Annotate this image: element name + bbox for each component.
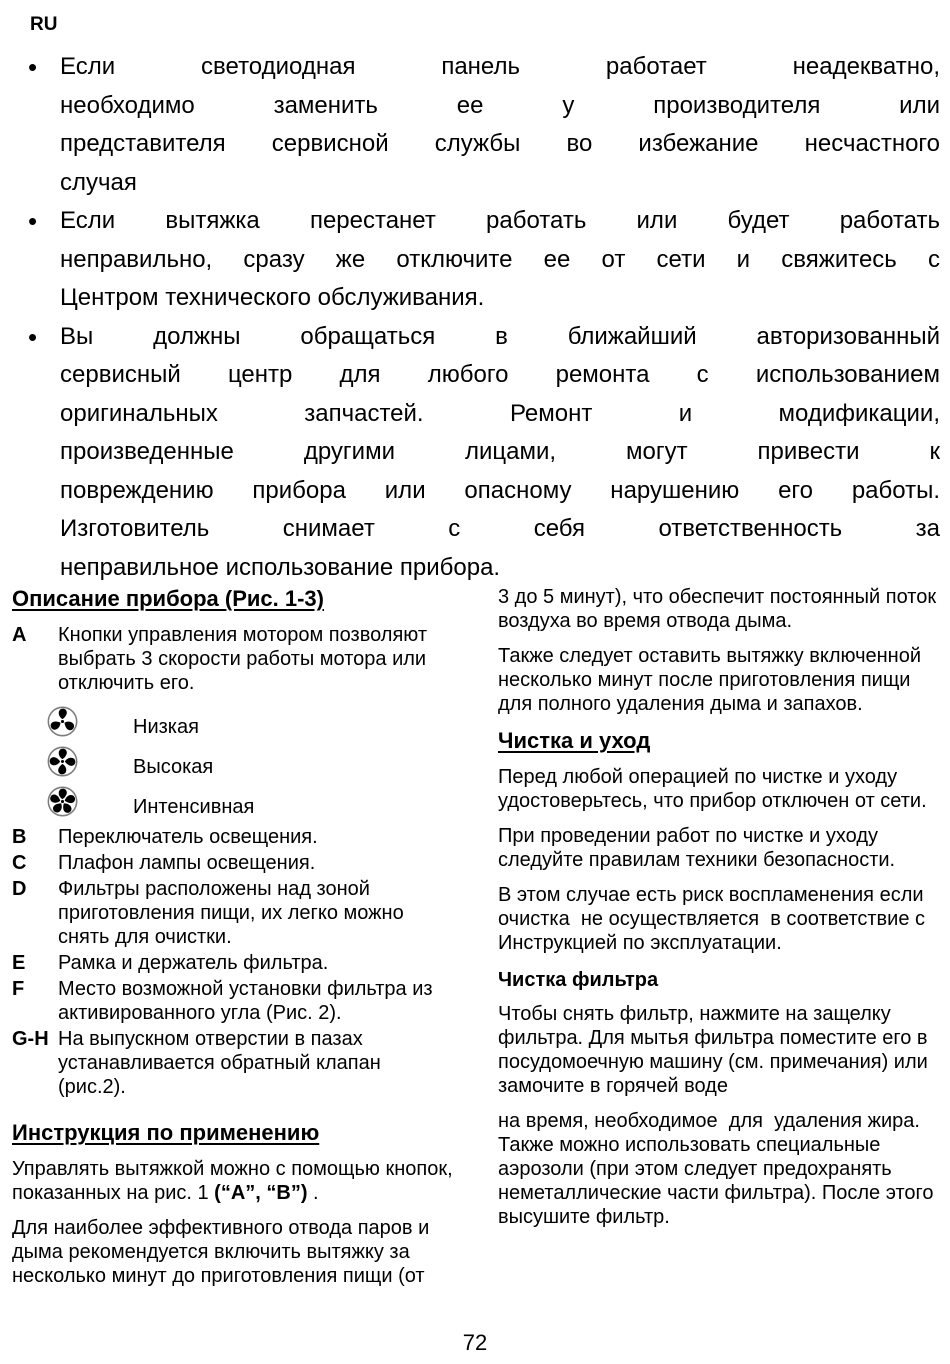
list-item-text: На выпускном отверстии в пазах устанавливается обратный клапан (рис.2). — [58, 1028, 387, 1098]
fan-speed-label: Низкая — [133, 715, 199, 738]
list-item-label: D — [12, 878, 27, 900]
list-item-text: Фильтры расположены над зоной приготовления пищи, их легко можно снять для очистки. — [58, 878, 410, 948]
bullet-item — [0, 48, 940, 202]
bullet-line: произведенные другими лицами, могут привести к — [60, 438, 940, 465]
fan-speed-row-high — [12, 741, 462, 781]
list-item-d — [12, 877, 462, 949]
two-column-section — [12, 585, 942, 1299]
usage-paragraph-2: Для наиболее эффективного отвода паров и дыма рекомендуется включить вытяжку за несколько минут до приготовления пищи (от — [12, 1217, 435, 1287]
bullet-dot: • — [28, 52, 38, 82]
bullet-item — [0, 318, 940, 588]
bullet-line: представителя сервисной службы во избежание несчастного — [60, 130, 940, 157]
bullet-line: Центром технического обслуживания. — [60, 284, 485, 311]
fan-speed-label: Высокая — [133, 755, 214, 778]
usage-paragraph-3: Также следует оставить вытяжку включенной несколько минут после приготовления пищи для полного удаления дыма и запахов. — [498, 645, 927, 715]
fan-4-blade-icon — [46, 745, 79, 778]
list-item-g-h — [12, 1027, 462, 1099]
cleaning-heading: Чистка и уход — [498, 728, 651, 753]
list-item-a — [12, 623, 462, 695]
filter-paragraph-1: Чтобы снять фильтр, нажмите на защелку фильтра. Для мытья фильтра поместите его в посудомоечную машину (см. примечания) или замочите в горячей воде — [498, 1003, 934, 1097]
usage-paragraph-continued: 3 до 5 минут), что обеспечит постоянный поток воздуха во время отвода дыма. — [498, 586, 942, 632]
usage-paragraph-1 — [12, 1157, 459, 1205]
list-item-text: Место возможной установки фильтра из активированного угла (Рис. 2). — [58, 978, 439, 1024]
list-item-label: E — [12, 952, 26, 974]
fan-speed-row-intensive — [12, 781, 462, 821]
cleaning-paragraph-3: В этом случае есть риск воспламенения если очистка не осуществляется в соответствие с Инструкцией по эксплуатации. — [498, 884, 931, 954]
bullet-line: оригинальных запчастей. Ремонт и модификации, — [60, 399, 940, 427]
filter-cleaning-subheading: Чистка фильтра — [498, 969, 659, 991]
list-item-c — [12, 851, 462, 875]
list-item-label: A — [12, 624, 27, 646]
list-item-b — [12, 825, 462, 849]
bullet-dot: • — [28, 321, 38, 352]
fan-3-blade-icon — [46, 705, 79, 738]
bullet-line: сервисный центр для любого ремонта с использованием — [60, 361, 940, 388]
bullet-item — [0, 202, 940, 318]
usage-heading: Инструкция по применению — [12, 1120, 320, 1145]
bullet-line: неправильное использование прибора. — [60, 553, 501, 581]
list-item-text: Плафон лампы освещения. — [58, 852, 316, 874]
usage-paragraph-1-start: Управлять вытяжкой можно с помощью кнопок, показанных на рис. 1 — [12, 1158, 459, 1204]
list-item-f — [12, 977, 462, 1025]
left-column — [12, 585, 462, 1299]
bullet-line: необходимо заменить ее у производителя или — [60, 91, 940, 119]
safety-bullet-list — [0, 48, 950, 587]
filter-paragraph-2: на время, необходимое для удаления жира. Также можно использовать специальные аэрозоли (при этом следует предохранять неметаллические части фильтра). После этого высушите фильтр. — [498, 1110, 940, 1228]
list-item-text: Кнопки управления мотором позволяют выбрать 3 скорости работы мотора или отключить его. — [58, 624, 433, 694]
right-column — [498, 585, 942, 1299]
usage-paragraph-1-buttons: (“А”, “В”) — [214, 1182, 308, 1204]
bullet-line: Если светодиодная панель работает неадекватно, — [60, 53, 940, 80]
bullet-dot: • — [28, 206, 38, 236]
list-item-label: G-H — [12, 1028, 49, 1050]
list-item-label: F — [12, 978, 25, 1000]
fan-speed-label: Интенсивная — [133, 795, 255, 818]
page-number: 72 — [462, 1330, 488, 1355]
list-item-label: B — [12, 826, 27, 848]
cleaning-paragraph-2: При проведении работ по чистке и уходу следуйте правилам техники безопасности. — [498, 825, 896, 871]
bullet-line: повреждению прибора или опасному нарушению его работы. — [60, 476, 940, 504]
fan-5-blade-icon — [46, 785, 79, 818]
list-item-e — [12, 951, 462, 975]
bullet-line: случая — [60, 168, 137, 196]
list-item-text: Переключатель освещения. — [58, 826, 318, 848]
fan-speed-row-low — [12, 701, 462, 741]
bullet-line: неправильно, сразу же отключите ее от сети и свяжитесь с — [60, 245, 940, 273]
bullet-line: Если вытяжка перестанет работать или будет работать — [60, 207, 940, 234]
list-item-text: Рамка и держатель фильтра. — [58, 952, 329, 974]
fan-speed-legend — [12, 701, 462, 821]
description-heading: Описание прибора (Рис. 1-3) — [12, 586, 324, 611]
bullet-line: Вы должны обращаться в ближайший авторизованный — [60, 322, 940, 350]
bullet-line: Изготовитель снимает с себя ответственность за — [60, 515, 940, 542]
list-item-label: C — [12, 852, 27, 874]
usage-paragraph-1-end: . — [307, 1182, 319, 1204]
cleaning-paragraph-1: Перед любой операцией по чистке и уходу удостоверьтесь, что прибор отключен от сети. — [498, 766, 927, 812]
language-label: RU — [30, 14, 58, 35]
